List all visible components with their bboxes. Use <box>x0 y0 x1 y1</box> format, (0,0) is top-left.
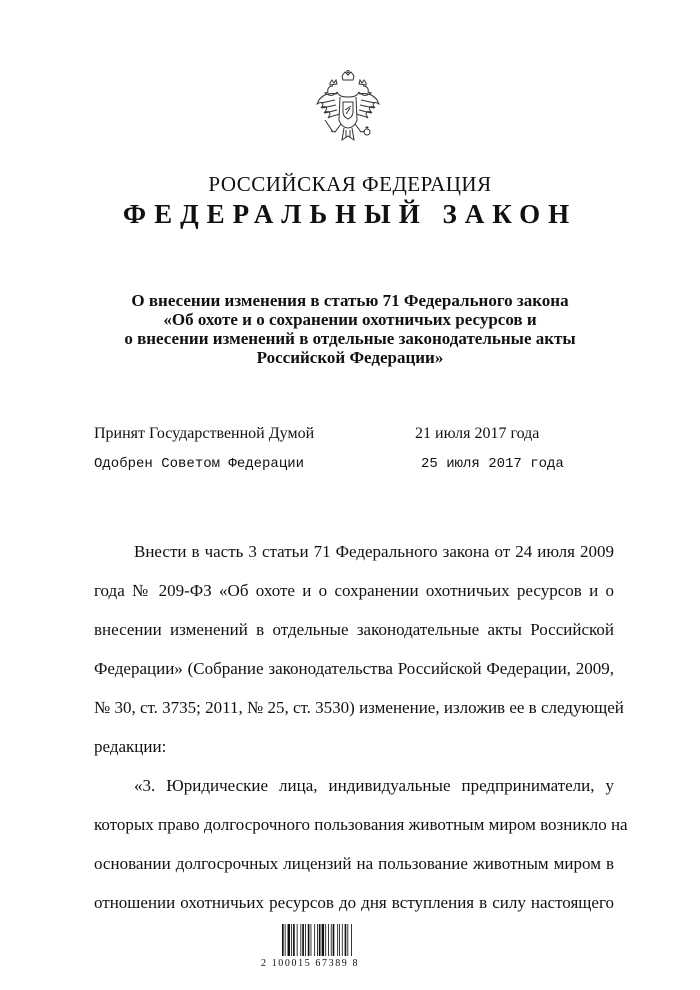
barcode-bar <box>333 924 335 956</box>
barcode-bar <box>282 924 284 956</box>
barcode-bar <box>351 924 352 956</box>
law-title-line: о внесении изменений в отдельные законодательные акты <box>124 329 576 348</box>
law-body-text <box>94 532 628 922</box>
body-line: редакции: <box>94 737 167 756</box>
barcode-bar <box>328 924 329 956</box>
barcode-bar <box>293 924 295 956</box>
body-line: основании долгосрочных лицензий на пользование животным миром в <box>94 854 614 873</box>
body-line: Внести в часть 3 статьи 71 Федерального закона от 24 июля 2009 <box>134 542 614 561</box>
double-headed-eagle-emblem-icon <box>313 70 383 148</box>
barcode-bar <box>288 924 290 956</box>
barcode-bar <box>319 924 321 956</box>
law-title-line: Российской Федерации» <box>256 348 444 367</box>
barcode-bar <box>322 924 324 956</box>
barcode-bar <box>300 924 301 956</box>
barcode-bar <box>317 924 318 956</box>
barcode-bar <box>285 924 286 956</box>
barcode-bar <box>314 924 315 956</box>
barcode-bar <box>297 924 298 956</box>
approved-by-council-label: Одобрен Советом Федерации <box>94 456 305 472</box>
body-line: «3. Юридические лица, индивидуальные предприниматели, у <box>134 776 614 795</box>
body-line: внесении изменений в отдельные законодательные акты Российской <box>94 620 614 639</box>
barcode-bar <box>291 924 292 956</box>
barcode-bar <box>342 924 343 956</box>
barcode-bar <box>331 924 332 956</box>
body-line: отношении охотничьих ресурсов до дня вступления в силу настоящего <box>94 893 614 912</box>
barcode-bar <box>325 924 326 956</box>
barcode-bar <box>339 924 340 956</box>
body-line: № 30, ст. 3735; 2011, № 25, ст. 3530) изменение, изложив ее в следующей <box>94 698 624 717</box>
barcode-bar <box>305 924 306 956</box>
country-heading: РОССИЙСКАЯ ФЕДЕРАЦИЯ <box>208 172 492 196</box>
barcode-number: 2 100015 67389 8 <box>261 958 360 969</box>
body-line: которых право долгосрочного пользования животным миром возникло на <box>94 815 628 834</box>
law-title-line: «Об охоте и о сохранении охотничьих ресурсов и <box>163 310 537 329</box>
document-type-heading: ФЕДЕРАЛЬНЫЙ ЗАКОН <box>122 199 578 229</box>
barcode-bar <box>308 924 310 956</box>
body-line: Федерации» (Собрание законодательства Российской Федерации, 2009, <box>94 659 614 678</box>
adopted-date: 21 июля 2017 года <box>415 425 540 442</box>
adopted-by-duma-label: Принят Государственной Думой <box>94 425 315 442</box>
barcode-bar <box>345 924 347 956</box>
approved-date: 25 июля 2017 года <box>421 456 564 472</box>
barcode-icon <box>282 924 352 956</box>
barcode-bar <box>311 924 312 956</box>
barcode-bar <box>347 924 348 956</box>
law-title-line: О внесении изменения в статью 71 Федерального закона <box>131 291 569 310</box>
law-title <box>60 291 640 367</box>
barcode-bar <box>337 924 338 956</box>
barcode-bar <box>302 924 304 956</box>
body-line: года № 209-ФЗ «Об охоте и о сохранении охотничьих ресурсов и о <box>94 581 614 600</box>
